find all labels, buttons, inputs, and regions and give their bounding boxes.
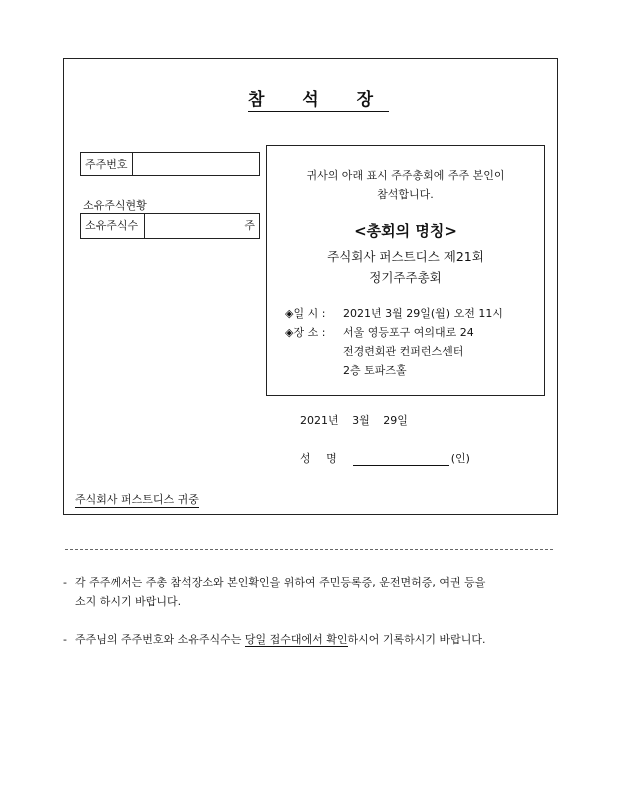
attendance-card: [63, 58, 558, 515]
form-month: 3월: [352, 414, 370, 427]
meeting-heading: <총회의 명칭>: [354, 222, 457, 240]
shares-field[interactable]: [80, 213, 260, 239]
shareholder-number-value[interactable]: [133, 153, 259, 175]
meeting-details: [285, 304, 503, 380]
note-2-underlined: 당일 접수대에서 확인: [244, 633, 348, 646]
signature-label: 성 명: [300, 452, 343, 465]
date-value: 2021년 3월 29일(월) 오전 11시: [343, 307, 503, 320]
meeting-name-line-2: 정기주주총회: [369, 270, 442, 285]
note-2-part-1: 주주님의 주주번호와 소유주식수는: [75, 633, 245, 646]
signature-field[interactable]: [353, 453, 449, 466]
attendance-notice: [267, 166, 544, 204]
meeting-info-box: [266, 145, 545, 396]
place-line-2: 전경련회관 컨퍼런스센터: [343, 345, 464, 358]
card-title: 참 석 장: [247, 90, 390, 110]
note-2-part-2: 하시어 기록하시기 바랍니다.: [347, 633, 486, 646]
place-row: [285, 323, 503, 342]
date-row: [285, 304, 503, 323]
meeting-name-line-1: 주식회사 퍼스트디스 제21회: [327, 249, 484, 264]
note-bullet: -: [63, 633, 67, 646]
notice-line-1: 귀사의 아래 표시 주주총회에 주주 본인이: [306, 169, 505, 182]
cut-line-divider: [65, 549, 553, 550]
notice-line-2: 참석합니다.: [377, 188, 434, 201]
place-key: ◈장 소 :: [285, 326, 326, 339]
note-item: [63, 573, 553, 611]
form-day: 29일: [383, 414, 408, 427]
addressee: 주식회사 퍼스트디스 귀중: [75, 493, 199, 506]
notes-section: [63, 573, 553, 668]
shares-label: 소유주식수: [81, 214, 145, 238]
holding-section-label: 소유주식현황: [83, 199, 147, 212]
shares-unit: 주: [244, 219, 255, 232]
signature-line: [300, 450, 470, 466]
note-item: [63, 630, 553, 649]
meeting-name: [267, 246, 544, 288]
place-line-3: 2층 토파즈홀: [343, 364, 407, 377]
shareholder-number-field[interactable]: [80, 152, 260, 176]
note-1-line-2: 소지 하시기 바랍니다.: [75, 595, 182, 608]
form-year: 2021년: [300, 414, 339, 427]
note-1-line-1: 각 주주께서는 주총 참석장소와 본인확인을 위하여 주민등록증, 운전면허증, 여권 등을: [75, 576, 486, 589]
form-date: [300, 412, 418, 428]
date-key: ◈일 시 :: [285, 307, 326, 320]
note-bullet: -: [63, 576, 67, 589]
shareholder-number-label: 주주번호: [81, 153, 133, 175]
seal-label: (인): [450, 452, 470, 465]
note-2-text: [75, 630, 486, 649]
place-line-1: 서울 영등포구 여의대로 24: [343, 326, 474, 339]
